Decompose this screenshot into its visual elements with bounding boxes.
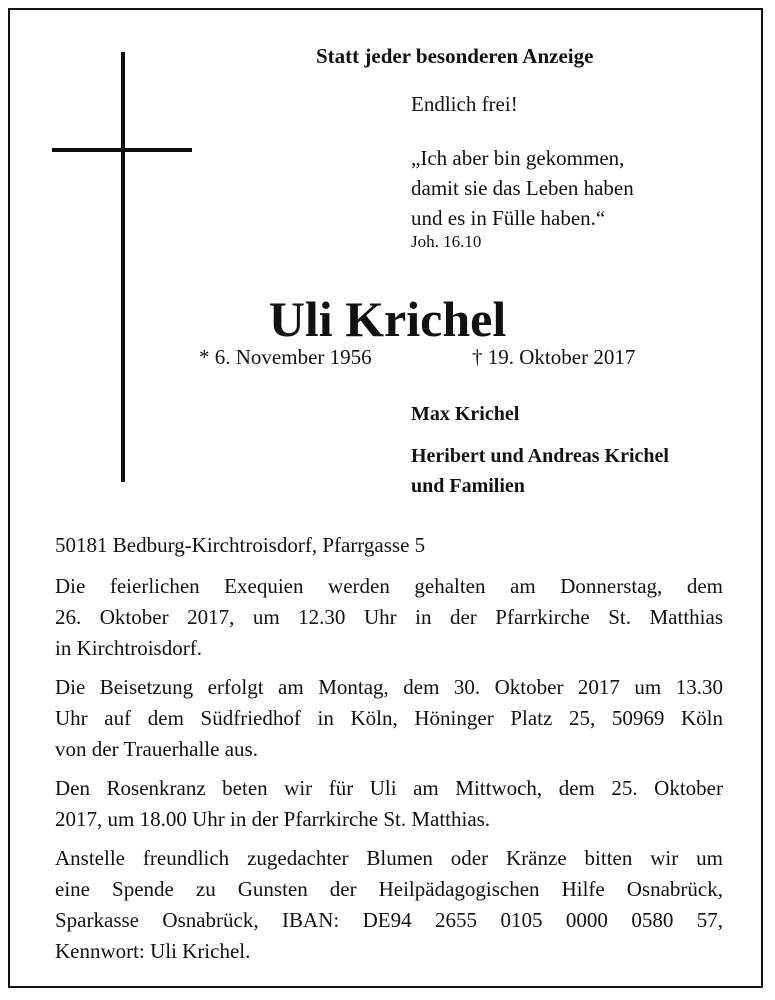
paragraph-line: Die feierlichen Exequien werden gehalten am Donnerstag, dem bbox=[55, 574, 723, 598]
address: 50181 Bedburg-Kirchtroisdorf, Pfarrgasse 5 bbox=[55, 533, 426, 557]
bible-quote bbox=[411, 143, 741, 233]
cross-horizontal-bar bbox=[52, 148, 192, 152]
funeral-mass-paragraph bbox=[55, 571, 723, 664]
paragraph-line: 26. Oktober 2017, um 12.30 Uhr in der Pfarrkirche St. Matthias bbox=[55, 605, 723, 629]
paragraph-line: Uhr auf dem Südfriedhof in Köln, Höninger Platz 25, 50969 Köln bbox=[55, 706, 723, 730]
quote-line: „Ich aber bin gekommen, bbox=[411, 146, 625, 170]
donation-paragraph bbox=[55, 843, 723, 967]
paragraph-line: Den Rosenkranz beten wir für Uli am Mittwoch, dem 25. Oktober bbox=[55, 776, 723, 800]
cross-vertical-bar bbox=[121, 52, 125, 482]
quote-line: damit sie das Leben haben bbox=[411, 176, 634, 200]
motto: Endlich frei! bbox=[411, 92, 518, 116]
mourner-line: Heribert und Andreas Krichel bbox=[411, 445, 669, 467]
mourner-name: Max Krichel bbox=[411, 403, 520, 425]
paragraph-line: von der Trauerhalle aus. bbox=[55, 737, 258, 761]
deceased-name: Uli Krichel bbox=[268, 291, 507, 347]
quote-line: und es in Fülle haben.“ bbox=[411, 206, 606, 230]
mourner-family bbox=[411, 441, 669, 501]
obituary-body bbox=[55, 530, 723, 975]
paragraph-line: in Kirchtroisdorf. bbox=[55, 636, 202, 660]
paragraph-line: Anstelle freundlich zugedachter Blumen oder Kränze bitten wir um bbox=[55, 846, 723, 870]
rosary-paragraph bbox=[55, 773, 723, 835]
paragraph-line: Die Beisetzung erfolgt am Montag, dem 30. Oktober 2017 um 13.30 bbox=[55, 675, 723, 699]
burial-paragraph bbox=[55, 672, 723, 765]
paragraph-line: Kennwort: Uli Krichel. bbox=[55, 939, 251, 963]
mourner-line: und Familien bbox=[411, 475, 525, 497]
quote-source: Joh. 16.10 bbox=[411, 232, 482, 251]
paragraph-line: eine Spende zu Gunsten der Heilpädagogischen Hilfe Osnabrück, bbox=[55, 877, 723, 901]
death-date: † 19. Oktober 2017 bbox=[472, 345, 636, 369]
paragraph-line: 2017, um 18.00 Uhr in der Pfarrkirche St. Matthias. bbox=[55, 807, 491, 831]
announcement-header: Statt jeder besonderen Anzeige bbox=[316, 44, 594, 68]
birth-date: * 6. November 1956 bbox=[199, 345, 372, 369]
paragraph-line: Sparkasse Osnabrück, IBAN: DE94 2655 0105 0000 0580 57, bbox=[55, 908, 723, 932]
